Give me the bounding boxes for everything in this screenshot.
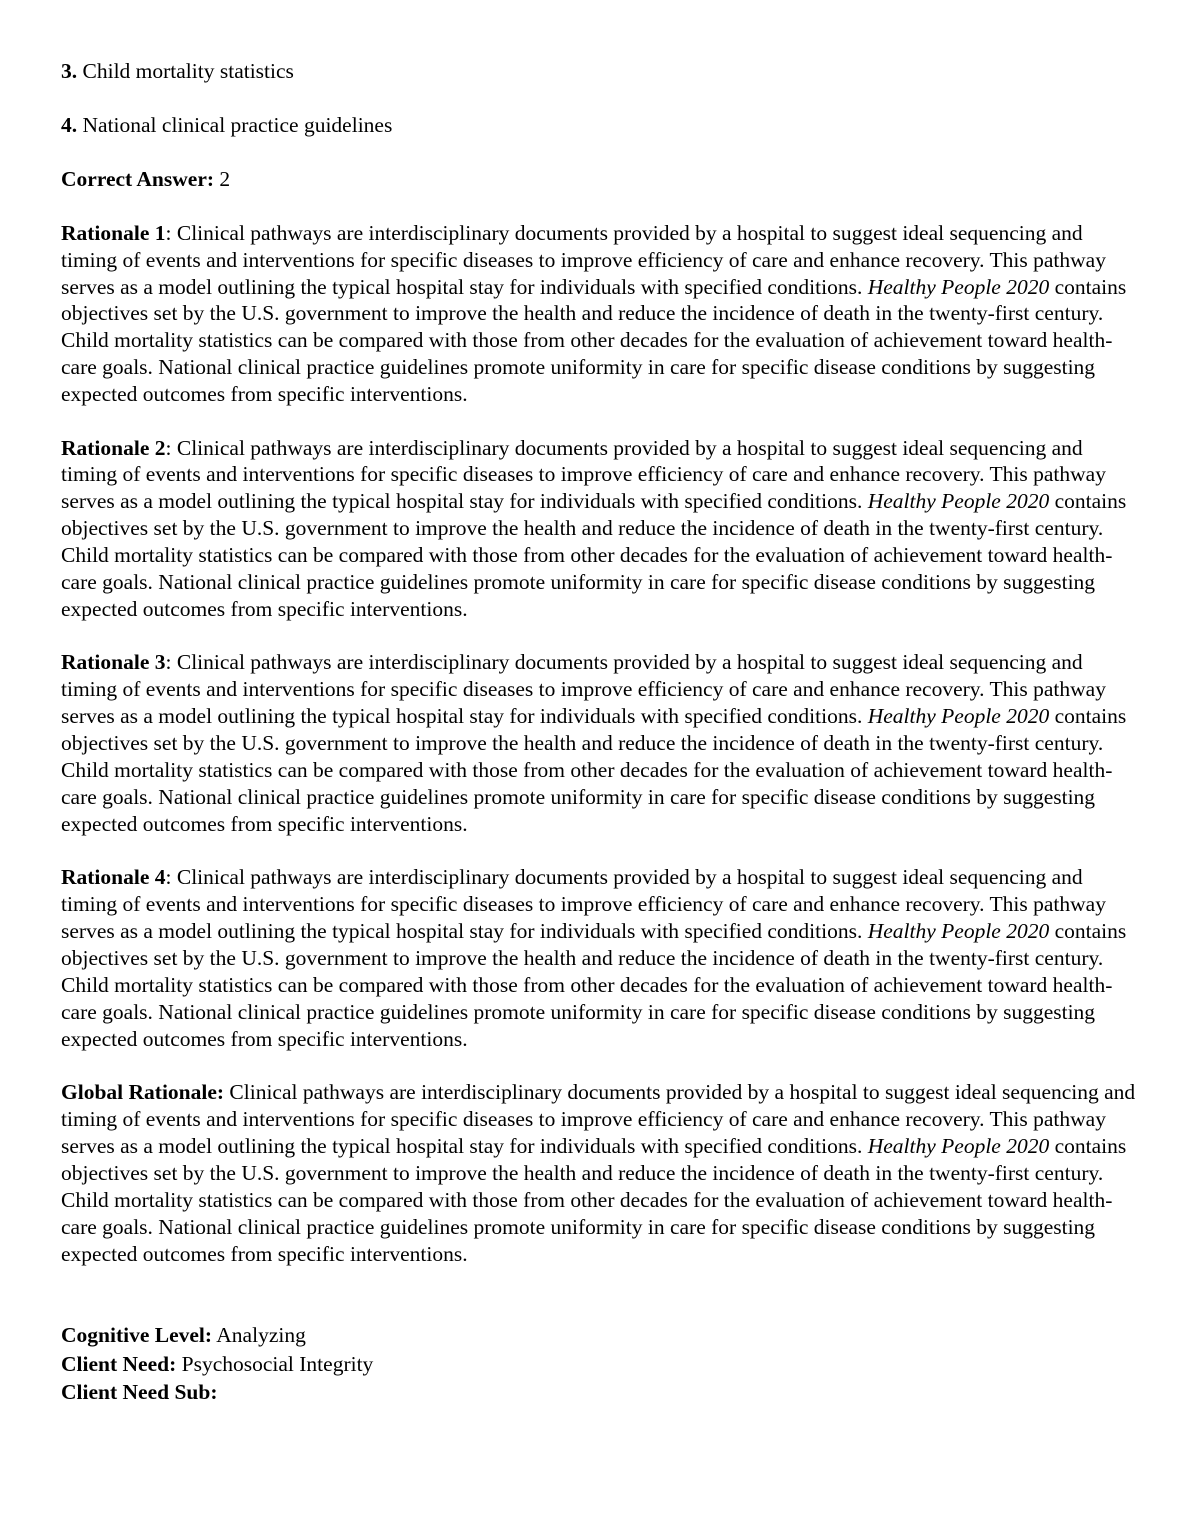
option-4 (61, 112, 1141, 139)
correct-answer-label: Correct Answer: (61, 166, 215, 191)
correct-answer-value: 2 (219, 166, 231, 191)
rationale-text-a: : Clinical pathways are interdisciplinary documents provided by a hospital to suggest ideal sequencing and timing of events and interventions for specific diseases to improve efficiency of care and enhance recovery. This pathway serves as a model outlining the typical hospital stay for individuals with specified conditions. (61, 435, 1106, 514)
rationale-text-a: : Clinical pathways are interdisciplinary documents provided by a hospital to suggest ideal sequencing and timing of events and interventions for specific diseases to improve efficiency of care and enhance recovery. This pathway serves as a model outlining the typical hospital stay for individuals with specified conditions. (61, 220, 1106, 299)
rationale-label: Rationale 1 (61, 220, 166, 245)
rationale-4 (61, 864, 1141, 1052)
client-need-label: Client Need: (61, 1351, 177, 1376)
option-number: 4. (61, 112, 78, 137)
client-need-sub (61, 1378, 1141, 1407)
rationale-label: Rationale 4 (61, 865, 166, 890)
cognitive-level-value: Analyzing (216, 1323, 306, 1348)
rationale-italic-title: Healthy People 2020 (867, 919, 1050, 944)
global-rationale-text-b: contains objectives set by the U.S. government to improve the health and reduce the incidence of death in the twenty-first century. Child mortality statistics can be compared with those from other decades for the evaluation of achievement toward health-care goals. National clinical practice guidelines promote uniformity in care for specific disease conditions by suggesting expected outcomes from specific interventions. (61, 1133, 1127, 1266)
rationale-label: Rationale 3 (61, 650, 166, 675)
cognitive-level-label: Cognitive Level: (61, 1323, 213, 1348)
rationale-text-b: contains objectives set by the U.S. government to improve the health and reduce the incidence of death in the twenty-first century. Child mortality statistics can be compared with those from other decades for the evaluation of achievement toward health-care goals. National clinical practice guidelines promote uniformity in care for specific disease conditions by suggesting expected outcomes from specific interventions. (61, 489, 1127, 621)
rationale-text-a: : Clinical pathways are interdisciplinary documents provided by a hospital to suggest ideal sequencing and timing of events and interventions for specific diseases to improve efficiency of care and enhance recovery. This pathway serves as a model outlining the typical hospital stay for individuals with specified conditions. (61, 865, 1106, 944)
rationale-2 (61, 435, 1141, 623)
cognitive-level (61, 1321, 1141, 1350)
question-metadata (61, 1321, 1141, 1407)
rationale-italic-title: Healthy People 2020 (867, 274, 1050, 299)
document-page (61, 58, 1141, 1407)
option-number: 3. (61, 59, 78, 83)
client-need (61, 1350, 1141, 1379)
rationale-italic-title: Healthy People 2020 (867, 704, 1050, 729)
global-rationale-label: Global Rationale: (61, 1080, 225, 1105)
global-rationale (61, 1079, 1141, 1267)
option-text: National clinical practice guidelines (82, 112, 393, 137)
option-text: Child mortality statistics (82, 59, 294, 83)
option-3 (61, 58, 1141, 85)
rationale-text-b: contains objectives set by the U.S. government to improve the health and reduce the incidence of death in the twenty-first century. Child mortality statistics can be compared with those from other decades for the evaluation of achievement toward health-care goals. National clinical practice guidelines promote uniformity in care for specific disease conditions by suggesting expected outcomes from specific interventions. (61, 274, 1127, 407)
rationale-text-a: : Clinical pathways are interdisciplinary documents provided by a hospital to suggest ideal sequencing and timing of events and interventions for specific diseases to improve efficiency of care and enhance recovery. This pathway serves as a model outlining the typical hospital stay for individuals with specified conditions. (61, 650, 1106, 729)
correct-answer (61, 166, 1141, 193)
rationale-text-b: contains objectives set by the U.S. government to improve the health and reduce the incidence of death in the twenty-first century. Child mortality statistics can be compared with those from other decades for the evaluation of achievement toward health-care goals. National clinical practice guidelines promote uniformity in care for specific disease conditions by suggesting expected outcomes from specific interventions. (61, 704, 1127, 836)
global-rationale-italic-title: Healthy People 2020 (867, 1133, 1050, 1158)
client-need-sub-label: Client Need Sub: (61, 1380, 218, 1405)
rationale-text-b: contains objectives set by the U.S. government to improve the health and reduce the incidence of death in the twenty-first century. Child mortality statistics can be compared with those from other decades for the evaluation of achievement toward health-care goals. National clinical practice guidelines promote uniformity in care for specific disease conditions by suggesting expected outcomes from specific interventions. (61, 919, 1127, 1051)
rationale-1 (61, 220, 1141, 408)
client-need-value: Psychosocial Integrity (181, 1351, 374, 1376)
rationale-label: Rationale 2 (61, 435, 166, 460)
rationale-3 (61, 649, 1141, 837)
global-rationale-text-a: Clinical pathways are interdisciplinary documents provided by a hospital to suggest ideal sequencing and timing of events and interventions for specific diseases to improve efficiency of care and enhance recovery. This pathway serves as a model outlining the typical hospital stay for individuals with specified conditions. (61, 1080, 1136, 1158)
rationale-italic-title: Healthy People 2020 (867, 489, 1050, 514)
